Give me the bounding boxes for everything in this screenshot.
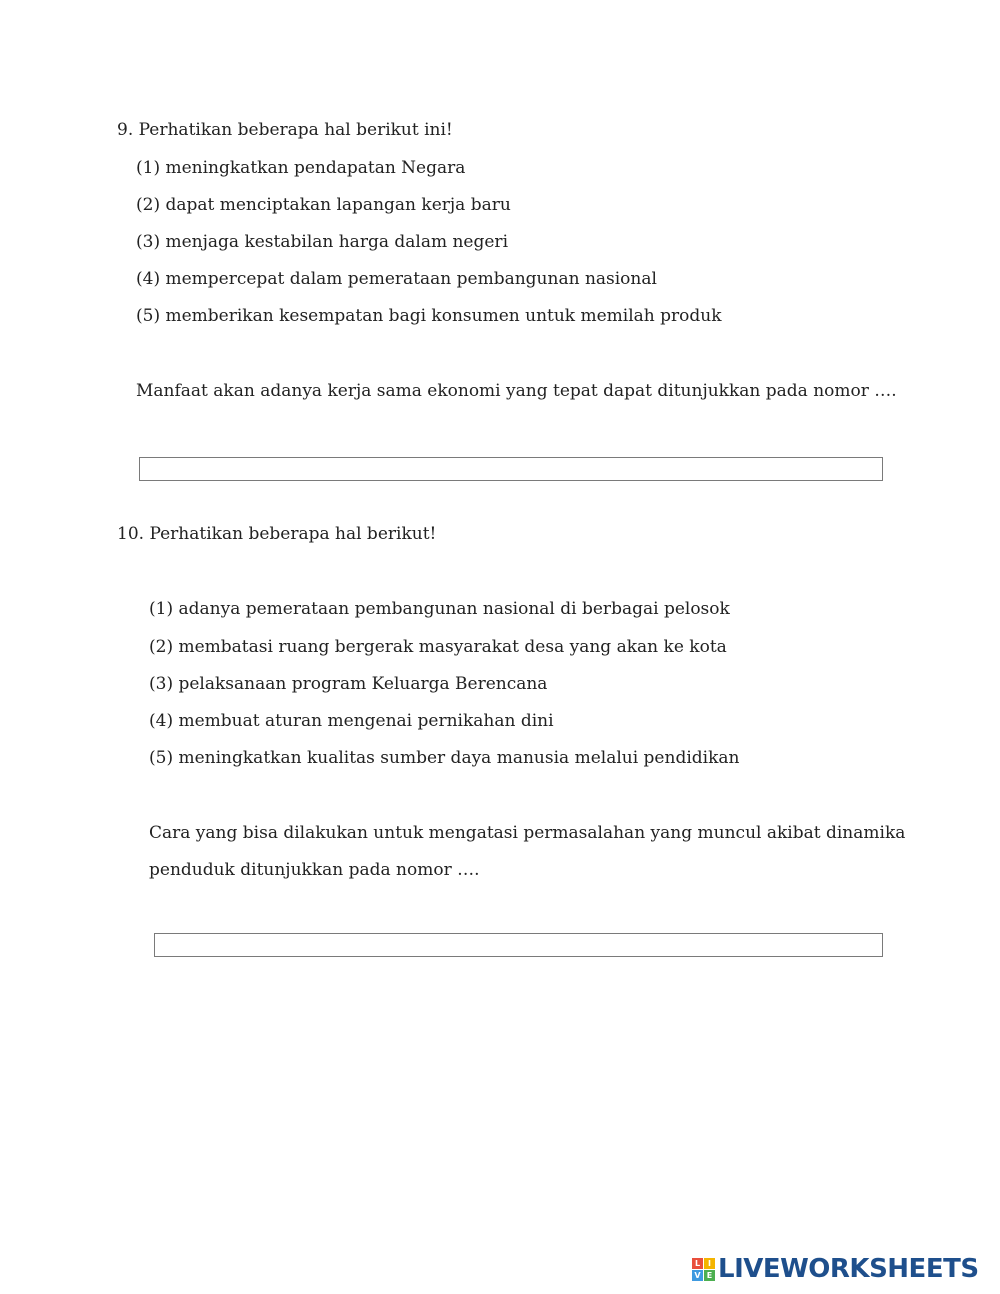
logo-mark-tile: E bbox=[704, 1270, 715, 1281]
logo-mark-icon bbox=[692, 1258, 715, 1281]
question-9-answer-input[interactable] bbox=[139, 457, 883, 481]
liveworksheets-logo bbox=[692, 1254, 979, 1284]
question-9-item-5: (5) memberikan kesempatan bagi konsumen untuk memilah produk bbox=[136, 306, 722, 326]
logo-mark-tile: V bbox=[692, 1270, 703, 1281]
question-10-item-5: (5) meningkatkan kualitas sumber daya manusia melalui pendidikan bbox=[149, 748, 740, 768]
question-9-item-1: (1) meningkatkan pendapatan Negara bbox=[136, 158, 466, 178]
question-10-prompt-line-2: penduduk ditunjukkan pada nomor …. bbox=[149, 860, 480, 880]
question-10-item-4: (4) membuat aturan mengenai pernikahan dini bbox=[149, 711, 554, 731]
question-9-item-4: (4) mempercepat dalam pemerataan pembangunan nasional bbox=[136, 269, 657, 289]
logo-mark-tile: I bbox=[704, 1258, 715, 1269]
question-9-prompt: Manfaat akan adanya kerja sama ekonomi yang tepat dapat ditunjukkan pada nomor …. bbox=[136, 381, 897, 401]
logo-mark-tile: L bbox=[692, 1258, 703, 1269]
question-10-title: 10. Perhatikan beberapa hal berikut! bbox=[117, 524, 437, 544]
logo-text: LIVEWORKSHEETS bbox=[718, 1254, 979, 1284]
question-10-item-3: (3) pelaksanaan program Keluarga Berencana bbox=[149, 674, 548, 694]
question-9-item-3: (3) menjaga kestabilan harga dalam negeri bbox=[136, 232, 508, 252]
question-9-item-2: (2) dapat menciptakan lapangan kerja baru bbox=[136, 195, 511, 215]
question-10-answer-input[interactable] bbox=[154, 933, 883, 957]
question-10-prompt-line-1: Cara yang bisa dilakukan untuk mengatasi permasalahan yang muncul akibat dinamika bbox=[149, 823, 906, 843]
question-10-item-2: (2) membatasi ruang bergerak masyarakat desa yang akan ke kota bbox=[149, 637, 727, 657]
question-10-item-1: (1) adanya pemerataan pembangunan nasional di berbagai pelosok bbox=[149, 599, 730, 619]
question-9-title: 9. Perhatikan beberapa hal berikut ini! bbox=[117, 120, 453, 140]
